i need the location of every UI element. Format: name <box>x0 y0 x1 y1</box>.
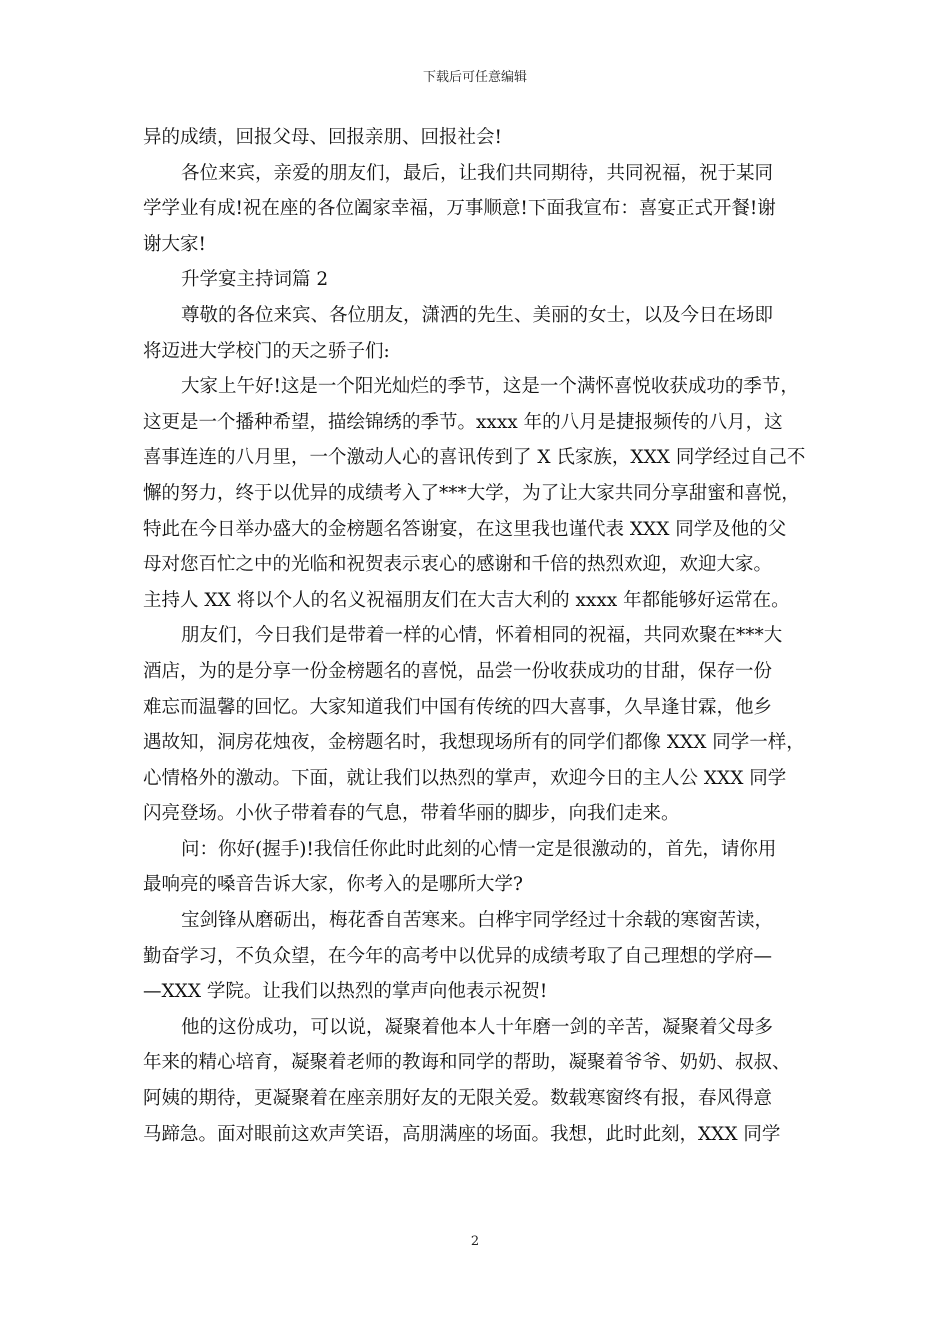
page-number: 2 <box>470 1234 480 1249</box>
text-line: 异的成绩，回报父母、回报亲朋、回报社会! <box>143 127 502 148</box>
text-line: 各位来宾，亲爱的朋友们，最后，让我们共同期待，共同祝福，祝于某同 <box>181 162 774 184</box>
text-line: 宝剑锋从磨砺出，梅花香自苦寒来。白桦宇同学经过十余载的寒窗苦读， <box>181 910 774 932</box>
page-footer <box>0 1234 950 1249</box>
text-line: 升学宴主持词篇 2 <box>181 269 329 291</box>
text-line: 喜事连连的八月里，一个激动人心的喜讯传到了 X 氏家族，XXX 同学经过自己不 <box>143 447 806 469</box>
text-line: —XXX 学院。让我们以热烈的掌声向他表示祝贺! <box>143 981 548 1003</box>
text-line: 心情格外的激动。下面，就让我们以热烈的掌声，欢迎今日的主人公 XXX 同学 <box>143 767 787 789</box>
text-line: 懈的努力，终于以优异的成绩考入了***大学，为了让大家共同分享甜蜜和喜悦， <box>143 482 800 504</box>
text-line: 勤奋学习，不负众望，在今年的高考中以优异的成绩考取了自己理想的学府— <box>143 945 773 967</box>
text-line: 将迈进大学校门的天之骄子们: <box>143 340 390 362</box>
text-line: 主持人 XX 将以个人的名义祝福朋友们在大吉大利的 xxxx 年都能够好运常在。 <box>143 589 790 611</box>
text-line: 阿姨的期待，更凝聚着在座亲朋好友的无限关爱。数载寒窗终有报，春风得意 <box>143 1088 773 1110</box>
header-text: 下载后可任意编辑 <box>422 70 527 85</box>
text-line: 闪亮登场。小伙子带着春的气息，带着华丽的脚步，向我们走来。 <box>143 803 680 825</box>
text-line: 酒店，为的是分享一份金榜题名的喜悦，品尝一份收获成功的甘甜，保存一份 <box>143 660 773 682</box>
text-line: 他的这份成功，可以说，凝聚着他本人十年磨一剑的辛苦，凝聚着父母多 <box>181 1016 774 1038</box>
document-body <box>143 120 811 1152</box>
text-line: 尊敬的各位来宾、各位朋友，潇洒的先生、美丽的女士，以及今日在场即 <box>181 304 774 326</box>
text-line: 问：你好(握手)!我信任你此时此刻的心情一定是很激动的，首先，请你用 <box>181 838 777 860</box>
text-line: 遇故知，洞房花烛夜，金榜题名时，我想现场所有的同学们都像 XXX 同学一样， <box>143 732 805 754</box>
text-line: 最响亮的嗓音告诉大家，你考入的是哪所大学? <box>143 874 523 896</box>
text-line: 马蹄急。面对眼前这欢声笑语，高朋满座的场面。我想，此时此刻，XXX 同学 <box>143 1123 781 1145</box>
text-line: 难忘而温馨的回忆。大家知道我们中国有传统的四大喜事，久旱逢甘霖，他乡 <box>143 696 773 718</box>
page-header <box>0 66 950 85</box>
text-line: 谢大家! <box>143 233 206 255</box>
text-line: 大家上午好!这是一个阳光灿烂的季节，这是一个满怀喜悦收获成功的季节， <box>181 376 799 398</box>
text-line: 这更是一个播种希望，描绘锦绣的季节。xxxx 年的八月是捷报频传的八月，这 <box>143 411 783 433</box>
text-line: 学学业有成!祝在座的各位阖家幸福，万事顺意!下面我宣布：喜宴正式开餐!谢 <box>143 198 776 220</box>
text-line: 朋友们，今日我们是带着一样的心情，怀着相同的祝福，共同欢聚在***大 <box>181 625 783 647</box>
text-line: 特此在今日举办盛大的金榜题名答谢宴，在这里我也谨代表 XXX 同学及他的父 <box>143 518 787 540</box>
text-line: 年来的精心培育，凝聚着老师的教诲和同学的帮助，凝聚着爷爷、奶奶、叔叔、 <box>143 1052 791 1074</box>
text-line: 母对您百忙之中的光临和祝贺表示衷心的感谢和千倍的热烈欢迎，欢迎大家。 <box>143 554 773 576</box>
